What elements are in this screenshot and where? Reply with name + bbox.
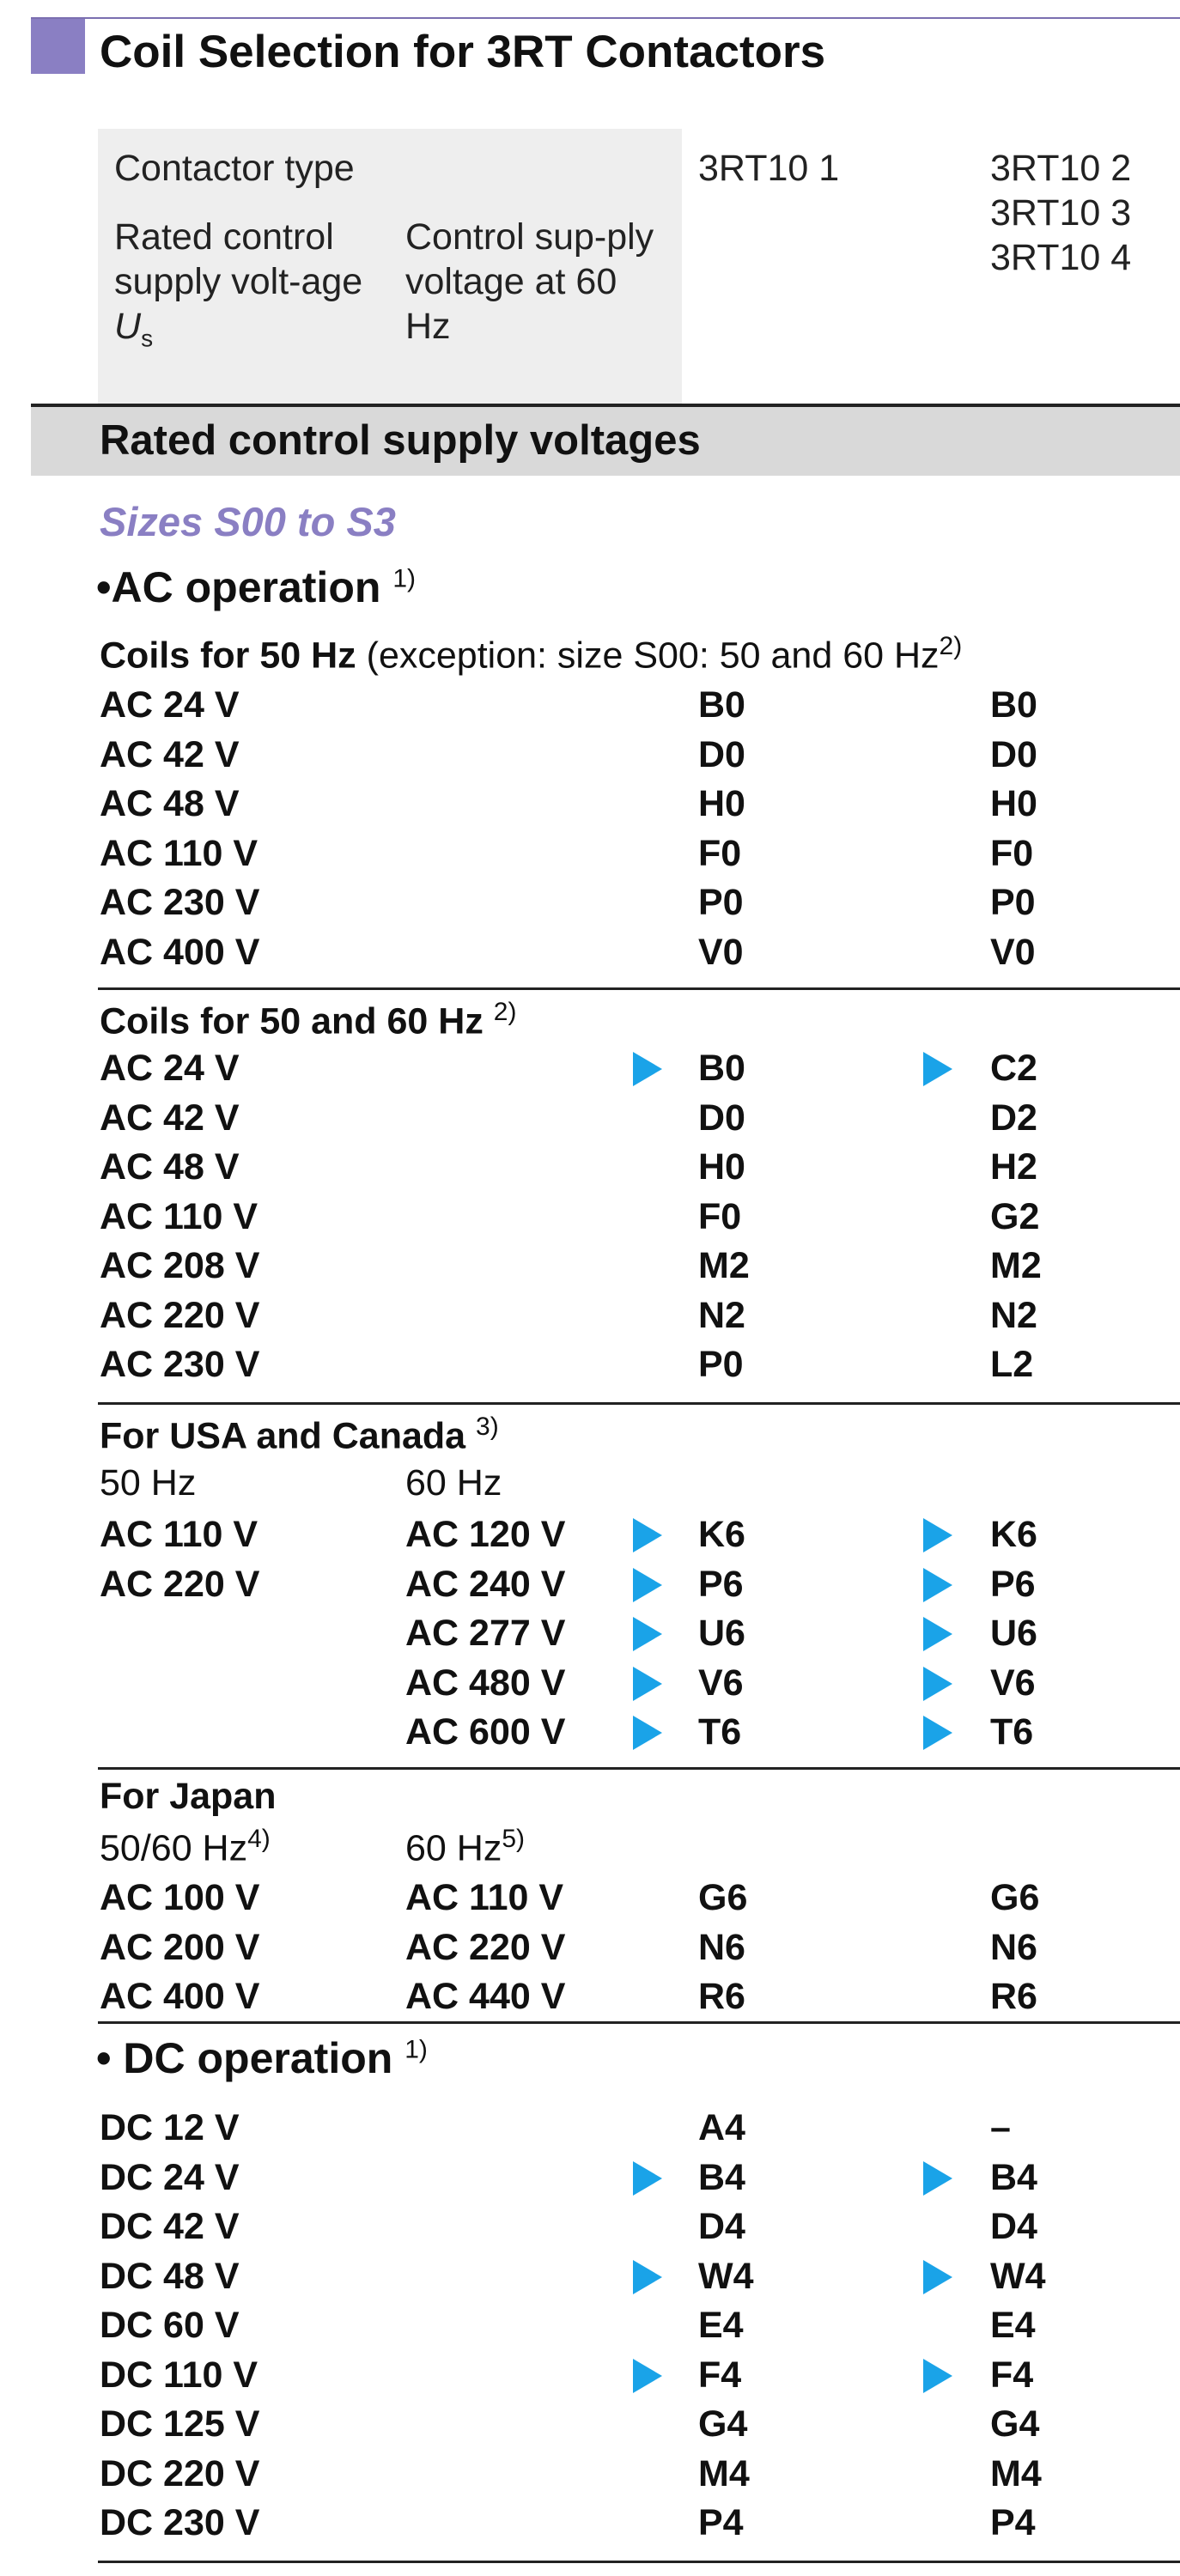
coil-code-3rt10-1: P4	[698, 2502, 744, 2543]
voltage-cell: AC 48 V	[100, 783, 240, 824]
rated-voltage-label	[114, 215, 372, 361]
coil-code-3rt10-1: D0	[698, 733, 745, 775]
coil-code-3rt10-2-4: F4	[990, 2354, 1034, 2396]
triangle-right-icon	[633, 1617, 662, 1651]
voltage-cell: AC 230 V	[100, 1344, 260, 1385]
voltage-60hz-cell: AC 440 V	[405, 1976, 566, 2017]
voltage-cell: AC 100 V	[100, 1877, 260, 1918]
subhead-50-60hz	[100, 1825, 271, 1869]
triangle-right-icon	[923, 2260, 952, 2294]
coil-code-3rt10-2-4: K6	[990, 1514, 1037, 1555]
coil-code-3rt10-2-4: G6	[990, 1877, 1040, 1918]
voltage-cell: AC 110 V	[100, 832, 259, 874]
column-header-3rt10-4: 3RT10 4	[990, 237, 1132, 278]
triangle-right-icon	[633, 1518, 662, 1552]
triangle-right-icon	[923, 1052, 952, 1086]
voltage-cell: AC 110 V	[100, 1514, 259, 1555]
coil-code-3rt10-2-4: V6	[990, 1662, 1036, 1704]
subhead-japan-60hz	[405, 1825, 525, 1869]
voltage-cell: AC 24 V	[100, 1048, 240, 1089]
group-heading-usa-canada	[100, 1413, 499, 1457]
coil-code-3rt10-2-4: D0	[990, 733, 1037, 775]
voltage-cell: DC 42 V	[100, 2206, 240, 2247]
group-heading-50-60hz-footnote: 2)	[493, 998, 517, 1026]
coil-code-3rt10-1: N2	[698, 1294, 745, 1336]
group-divider	[98, 1402, 1180, 1405]
coil-code-3rt10-2-4: P6	[990, 1563, 1036, 1605]
coil-code-3rt10-1: V6	[698, 1662, 744, 1704]
group-divider	[98, 1767, 1180, 1770]
coil-code-3rt10-1: P6	[698, 1563, 744, 1605]
coil-code-3rt10-1: A4	[698, 2107, 745, 2148]
triangle-right-icon	[923, 1568, 952, 1602]
coil-code-3rt10-1: M2	[698, 1245, 750, 1286]
dc-operation-text: • DC operation	[96, 2034, 393, 2082]
subhead-50hz: 50 Hz	[100, 1462, 197, 1504]
coil-code-3rt10-2-4: U6	[990, 1613, 1037, 1654]
voltage-cell: DC 110 V	[100, 2354, 259, 2396]
contactor-type-label: Contactor type	[114, 148, 355, 189]
triangle-right-icon	[633, 1716, 662, 1750]
voltage-subscript: s	[141, 325, 154, 352]
voltage-cell: AC 220 V	[100, 1294, 260, 1336]
rated-voltage-text: Rated control supply volt-age	[114, 216, 363, 302]
coil-code-3rt10-1: P0	[698, 1344, 744, 1385]
coil-code-3rt10-1: U6	[698, 1613, 745, 1654]
control-voltage-label: Control sup-ply voltage at 60 Hz	[405, 216, 654, 347]
voltage-cell: DC 60 V	[100, 2305, 240, 2346]
column-header-3rt10-2: 3RT10 2	[990, 148, 1132, 189]
coil-code-3rt10-2-4: P0	[990, 882, 1036, 923]
coil-code-3rt10-1: T6	[698, 1711, 742, 1753]
voltage-60hz-cell: AC 220 V	[405, 1926, 566, 1968]
voltage-60hz-cell: AC 600 V	[405, 1711, 566, 1753]
group-heading-50-60hz	[100, 998, 516, 1042]
triangle-right-icon	[923, 1716, 952, 1750]
sizes-label: Sizes S00 to S3	[100, 499, 396, 544]
group-heading-50hz-text: Coils for 50 Hz	[100, 635, 356, 677]
triangle-right-icon	[633, 2359, 662, 2393]
group-heading-japan: For Japan	[100, 1776, 277, 1817]
coil-code-3rt10-2-4: N6	[990, 1926, 1037, 1968]
coil-code-3rt10-2-4: T6	[990, 1711, 1034, 1753]
coil-code-3rt10-1: W4	[698, 2255, 754, 2297]
coil-code-3rt10-2-4: G2	[990, 1195, 1040, 1237]
column-header-3rt10-3: 3RT10 3	[990, 192, 1132, 234]
bottom-rule	[98, 2561, 1180, 2563]
coil-code-3rt10-2-4: M4	[990, 2452, 1042, 2494]
coil-code-3rt10-2-4: –	[990, 2107, 1011, 2148]
subhead-japan-60hz-text: 60 Hz	[405, 1827, 502, 1869]
group-heading-usa-canada-text: For USA and Canada	[100, 1415, 466, 1457]
coil-code-3rt10-2-4: B4	[990, 2156, 1037, 2198]
coil-code-3rt10-1: B0	[698, 684, 745, 726]
coil-code-3rt10-2-4: C2	[990, 1048, 1037, 1089]
voltage-cell: DC 48 V	[100, 2255, 240, 2297]
voltage-60hz-cell: AC 277 V	[405, 1613, 566, 1654]
voltage-cell: AC 208 V	[100, 1245, 260, 1286]
page-title: Coil Selection for 3RT Contactors	[100, 27, 826, 77]
coil-code-3rt10-1: F4	[698, 2354, 742, 2396]
coil-code-3rt10-1: M4	[698, 2452, 750, 2494]
coil-code-3rt10-2-4: D4	[990, 2206, 1037, 2247]
voltage-cell: AC 24 V	[100, 684, 240, 726]
triangle-right-icon	[633, 1667, 662, 1701]
voltage-60hz-cell: AC 120 V	[405, 1514, 566, 1555]
coil-code-3rt10-2-4: V0	[990, 931, 1036, 973]
coil-code-3rt10-1: D4	[698, 2206, 745, 2247]
group-heading-50-60hz-text: Coils for 50 and 60 Hz	[100, 1000, 484, 1042]
triangle-right-icon	[633, 1052, 662, 1086]
voltage-cell: DC 12 V	[100, 2107, 240, 2148]
voltage-60hz-cell: AC 240 V	[405, 1563, 566, 1605]
subhead-60hz: 60 Hz	[405, 1462, 502, 1504]
voltage-cell: DC 220 V	[100, 2452, 260, 2494]
triangle-right-icon	[923, 1617, 952, 1651]
voltage-cell: AC 220 V	[100, 1563, 260, 1605]
coil-code-3rt10-2-4: F0	[990, 832, 1034, 874]
voltage-cell: AC 230 V	[100, 882, 260, 923]
voltage-60hz-cell: AC 110 V	[405, 1877, 564, 1918]
coil-code-3rt10-1: B4	[698, 2156, 745, 2198]
coil-code-3rt10-2-4: B0	[990, 684, 1037, 726]
dc-operation-heading	[96, 2033, 428, 2083]
group-heading-usa-canada-footnote: 3)	[476, 1413, 499, 1441]
voltage-cell: AC 400 V	[100, 931, 260, 973]
coil-code-3rt10-1: G4	[698, 2403, 748, 2445]
group-heading-50hz-note: (exception: size S00: 50 and 60 Hz	[366, 635, 940, 677]
title-accent-line	[31, 17, 1180, 19]
coil-code-3rt10-2-4: W4	[990, 2255, 1046, 2297]
coil-code-3rt10-1: R6	[698, 1976, 745, 2017]
subhead-japan-60hz-footnote: 5)	[502, 1825, 526, 1853]
coil-code-3rt10-2-4: R6	[990, 1976, 1037, 2017]
coil-code-3rt10-1: K6	[698, 1514, 745, 1555]
triangle-right-icon	[633, 1568, 662, 1602]
voltage-cell: AC 400 V	[100, 1976, 260, 2017]
ac-operation-heading	[96, 562, 416, 612]
voltage-60hz-cell: AC 480 V	[405, 1662, 566, 1704]
column-header-3rt10-1: 3RT10 1	[698, 148, 840, 189]
subhead-50-60hz-text: 50/60 Hz	[100, 1827, 248, 1869]
coil-code-3rt10-1: F0	[698, 1195, 742, 1237]
coil-code-3rt10-2-4: H0	[990, 783, 1037, 824]
voltage-cell: AC 42 V	[100, 1097, 240, 1139]
coil-code-3rt10-1: P0	[698, 882, 744, 923]
section-title: Rated control supply voltages	[100, 417, 701, 464]
ac-operation-text: •AC operation	[96, 563, 381, 611]
subhead-50-60hz-footnote: 4)	[247, 1825, 271, 1853]
voltage-cell: AC 110 V	[100, 1195, 259, 1237]
coil-code-3rt10-2-4: D2	[990, 1097, 1037, 1139]
voltage-cell: DC 125 V	[100, 2403, 260, 2445]
group-heading-50hz-footnote: 2)	[939, 632, 963, 660]
coil-code-3rt10-2-4: E4	[990, 2305, 1036, 2346]
ac-operation-footnote: 1)	[392, 564, 416, 593]
coil-code-3rt10-1: H0	[698, 783, 745, 824]
coil-code-3rt10-2-4: L2	[990, 1344, 1034, 1385]
voltage-cell: AC 200 V	[100, 1926, 260, 1968]
voltage-cell: AC 42 V	[100, 733, 240, 775]
coil-code-3rt10-2-4: P4	[990, 2502, 1036, 2543]
coil-code-3rt10-1: V0	[698, 931, 744, 973]
triangle-right-icon	[633, 2161, 662, 2196]
title-accent-square	[31, 19, 85, 74]
coil-code-3rt10-1: G6	[698, 1877, 748, 1918]
group-divider	[98, 2021, 1180, 2024]
voltage-symbol: U	[114, 306, 142, 347]
coil-code-3rt10-1: E4	[698, 2305, 744, 2346]
coil-code-3rt10-1: H0	[698, 1146, 745, 1188]
coil-code-3rt10-2-4: G4	[990, 2403, 1040, 2445]
coil-code-3rt10-1: D0	[698, 1097, 745, 1139]
group-heading-50hz	[100, 632, 962, 677]
coil-code-3rt10-2-4: N2	[990, 1294, 1037, 1336]
dc-operation-footnote: 1)	[404, 2035, 428, 2064]
group-divider	[98, 987, 1180, 990]
triangle-right-icon	[923, 2359, 952, 2393]
triangle-right-icon	[923, 1667, 952, 1701]
voltage-cell: AC 48 V	[100, 1146, 240, 1188]
coil-code-3rt10-2-4: M2	[990, 1245, 1042, 1286]
coil-code-3rt10-1: B0	[698, 1048, 745, 1089]
triangle-right-icon	[923, 2161, 952, 2196]
coil-code-3rt10-1: N6	[698, 1926, 745, 1968]
voltage-cell: DC 230 V	[100, 2502, 260, 2543]
coil-code-3rt10-1: F0	[698, 832, 742, 874]
voltage-cell: DC 24 V	[100, 2156, 240, 2198]
triangle-right-icon	[923, 1518, 952, 1552]
triangle-right-icon	[633, 2260, 662, 2294]
coil-code-3rt10-2-4: H2	[990, 1146, 1037, 1188]
